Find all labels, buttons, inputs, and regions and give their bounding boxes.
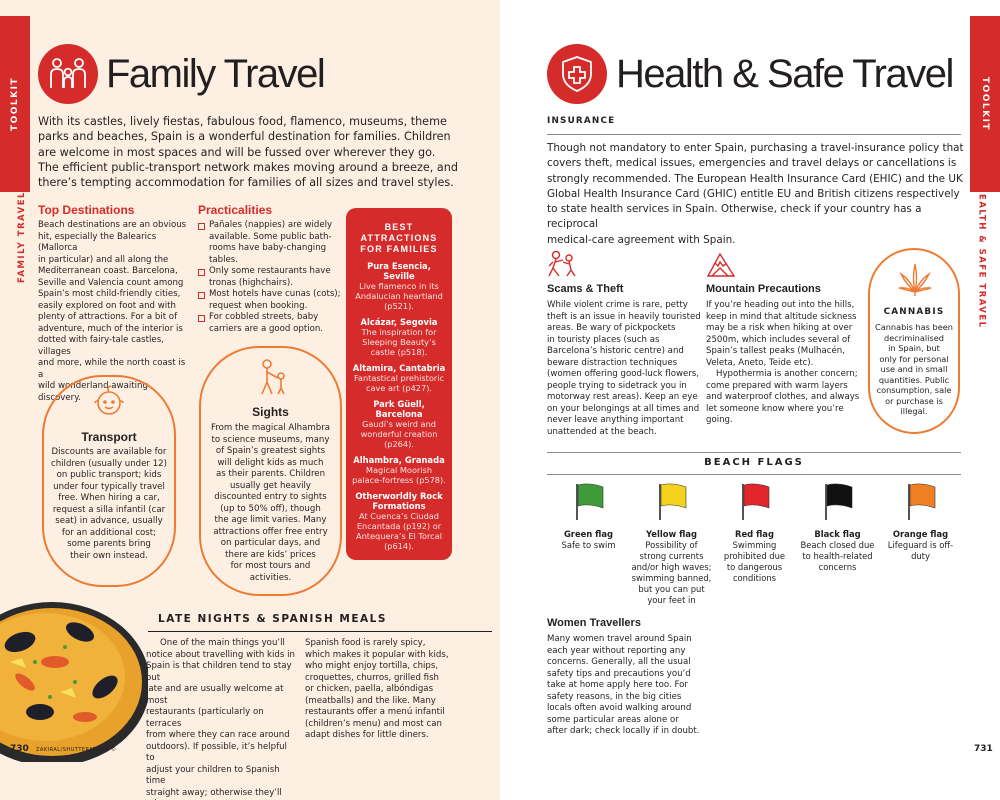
beach-flag-desc	[713, 540, 797, 584]
best-attractions-box	[346, 208, 452, 560]
best-attractions-heading	[346, 222, 452, 255]
practicality-item-line: carriers are a good option.	[209, 323, 324, 334]
beach-flag-name: Yellow flag	[646, 529, 697, 539]
sights-text	[201, 423, 340, 584]
beach-flag-desc-line: Beach closed due	[800, 540, 875, 550]
sights-line: will delight kids as much	[217, 457, 324, 468]
beach-flag-desc-line: Possibility of	[645, 540, 698, 550]
mountain-line: If you’re heading out into the hills,	[706, 300, 855, 310]
scams-line: in touristy places (such as	[547, 334, 660, 345]
paella-photo	[0, 592, 148, 762]
practicality-item-line: available. Some public bath-	[209, 231, 332, 242]
best-attraction-item	[346, 363, 452, 393]
best-attraction-desc: (p521).	[384, 301, 414, 311]
sights-line: on particular days, and	[220, 538, 321, 548]
scams-line: beware distraction techniques	[547, 357, 678, 368]
best-attraction-item	[346, 261, 452, 311]
mountain-line: Hypothermia is another concern;	[716, 369, 858, 379]
women-line: safety reasons, in the big cities	[547, 691, 682, 702]
transport-line: children (usually under 12)	[51, 458, 167, 469]
sights-line: as their parents. Children	[215, 469, 326, 479]
beach-flag-desc-line: prohibited due	[723, 551, 786, 561]
beach-flag-desc	[630, 540, 714, 606]
insurance-rule	[547, 134, 961, 135]
best-attraction-item	[346, 399, 452, 449]
photo-credit: ZAKIRAL/SHUTTERSTOCK ©	[36, 747, 117, 753]
mountain-heading: Mountain Precautions	[706, 283, 821, 295]
beach-flag-icon	[654, 482, 690, 522]
mountain-text	[706, 300, 864, 427]
practicality-item	[198, 312, 343, 335]
practicality-item-line: For cobbled streets, baby	[209, 312, 319, 322]
best-attraction-desc: wonderful creation	[360, 429, 438, 439]
transport-line: free. When hiring a car,	[58, 493, 160, 503]
transport-line: Discounts are available for	[51, 447, 167, 457]
toolkit-tab-label: TOOLKIT	[10, 76, 20, 132]
late-nights-col1-line: notice about travelling with kids in	[146, 649, 295, 660]
sights-line: attractions offer free entry	[213, 526, 328, 537]
cannabis-heading: CANNABIS	[883, 307, 945, 317]
cannabis-line: Cannabis has been	[874, 322, 953, 332]
cannabis-line: consumption, sale	[876, 385, 952, 395]
best-attraction-name: Alcázar, Segovia	[360, 317, 438, 327]
women-line: Many women travel around Spain	[547, 634, 692, 644]
best-attraction-desc: Magical Moorish	[365, 465, 433, 475]
transport-line: request a silla infantil (car	[52, 504, 166, 515]
beach-flag-icon	[571, 482, 607, 522]
women-line: take at home apply here too. For	[547, 680, 688, 690]
women-line: each year without reporting any	[547, 645, 686, 656]
cannabis-text	[870, 322, 958, 417]
transport-line: their own instead.	[70, 550, 148, 561]
practicality-item-line: tables.	[209, 254, 238, 265]
transport-line: some parents bring	[67, 539, 151, 549]
beach-flags-heading: BEACH FLAGS	[704, 457, 804, 468]
best-attraction-name: Altamira, Cantabria	[352, 363, 446, 373]
insurance-text	[547, 141, 967, 248]
beach-flag-desc-line: Safe to swim	[561, 540, 616, 550]
best-attraction-item	[346, 317, 452, 357]
intro-line: are welcome in most spaces and will be fussed over wherever they go.	[38, 145, 436, 159]
best-attraction-name: Barcelona	[375, 409, 423, 419]
practicality-item-line: Pañales (nappies) are widely	[209, 220, 333, 230]
beach-flag-desc-line: Lifeguard is off-	[887, 540, 954, 550]
mountain-line: and waterproof clothes, and always	[706, 392, 860, 402]
top-destinations-line: easily explored on foot and with	[38, 300, 176, 311]
women-line: locals often avoid walking around	[547, 703, 692, 713]
best-attraction-desc: Encantada (p192) or	[356, 521, 442, 531]
practicality-item-line: Most hotels have cunas (cots);	[209, 289, 341, 299]
beach-flag-desc	[547, 540, 631, 551]
scams-line: (women offering good-luck flowers,	[547, 369, 700, 379]
sights-line: of Spain’s greatest sights	[215, 446, 326, 456]
cannabis-line: use and in small	[880, 364, 948, 374]
shield-cross-icon	[547, 44, 607, 104]
page-title-right: Health & Safe Travel	[616, 52, 953, 96]
practicality-item-line: request when booking.	[209, 300, 308, 311]
best-attraction-desc: Fantastical prehistoric	[353, 373, 445, 383]
transport-line: on public transport; kids	[56, 470, 162, 480]
scams-line: never leave anything important	[547, 415, 684, 425]
top-destinations-line: in particular) and all along the	[38, 254, 169, 265]
practicality-item	[198, 289, 343, 312]
best-attraction-desc: The inspiration for	[361, 327, 437, 337]
cannabis-line: illegal.	[900, 406, 928, 416]
sights-line: usually get heavily	[229, 480, 312, 491]
best-attractions-heading-line: FOR FAMILIES	[360, 244, 438, 254]
beach-flag-icon	[737, 482, 773, 522]
intro-line: The efficient public-transport network makes moving around a breeze, and	[38, 160, 458, 174]
best-attractions-heading-line: BEST	[384, 222, 414, 232]
insurance-line: covers theft, medical issues, emergencies and travel delays or cancellations is	[547, 157, 957, 170]
cannabis-line: quantities. Public	[878, 374, 950, 385]
scams-heading: Scams & Theft	[547, 283, 624, 295]
best-attraction-desc: Andalucian heartland	[355, 291, 443, 301]
top-destinations-line: Seville and Valencia count among	[38, 277, 184, 288]
cannabis-line: in Spain, but	[888, 343, 940, 353]
sights-line: to science museums, many	[211, 434, 330, 445]
late-nights-col2-line: restaurants offer a menú infantil	[305, 707, 445, 717]
late-nights-col2-line: croquettes, churros, grilled fish	[305, 672, 439, 683]
top-destinations-line: Spain’s most child-friendly cities,	[38, 289, 181, 299]
late-nights-col1-line: adjust your children to Spanish time	[146, 764, 280, 786]
best-attraction-item	[346, 491, 452, 551]
scams-line: people trying to sidetrack you in	[547, 380, 687, 391]
intro-line: With its castles, lively fiestas, fabulous food, flamenco, museums, theme	[38, 115, 447, 128]
women-line: after dark; check locally if in doubt.	[547, 726, 700, 736]
beach-flag-desc-line: but you can put	[638, 584, 705, 594]
late-nights-col2-line: who might enjoy tortilla, chips,	[305, 661, 439, 671]
late-nights-heading: LATE NIGHTS & SPANISH MEALS	[158, 613, 387, 625]
beach-flag-name: Green flag	[563, 529, 614, 539]
best-attraction-desc: palace-fortress (p578).	[352, 475, 446, 485]
thief-icon	[547, 250, 577, 282]
best-attraction-name: Formations	[372, 501, 426, 511]
best-attraction-desc: Live flamenco in its	[359, 281, 439, 291]
sights-line: there are kids’ prices	[225, 549, 316, 560]
side-label: FAMILY TRAVEL	[16, 191, 27, 283]
practicality-item-line: rooms have baby-changing	[209, 243, 327, 253]
scams-line: motorway rest areas). Keep an eye	[547, 392, 698, 402]
transport-line: under four typically travel	[53, 481, 165, 492]
scams-line: areas. Be wary of pickpockets	[547, 323, 676, 333]
beach-flag-desc-line: strong currents	[639, 551, 704, 561]
sights-line: the age limit varies. Many	[214, 515, 327, 525]
insurance-heading: INSURANCE	[547, 116, 616, 126]
transport-text	[44, 447, 174, 562]
late-nights-col1-line: One of the main things you’ll	[160, 638, 285, 648]
insurance-line: strongly recommended. The European Health Insurance Card (EHIC) and the UK	[547, 172, 963, 185]
practicality-item-line: Only some restaurants have	[209, 266, 331, 276]
mountain-line: Spain’s tallest peaks (Mulhacén,	[706, 346, 845, 356]
scams-line: unattended at the beach.	[547, 426, 657, 437]
cannabis-line: decriminalised	[884, 332, 944, 343]
best-attraction-name: Park Güell,	[373, 399, 425, 409]
transport-line: seat) in advance, usually	[55, 516, 163, 526]
parent-child-icon	[254, 358, 290, 400]
beach-flag-desc-line: swimming banned,	[631, 573, 712, 583]
sights-line: (up to 50% off), though	[220, 503, 321, 514]
beach-flag-desc-line: conditions	[732, 573, 777, 583]
mountain-line: may be a risk when hiking at over	[706, 323, 853, 333]
mountain-line: 2500m, which includes several of	[706, 334, 851, 345]
page-number-left: 730	[10, 744, 29, 754]
beach-flag-desc-line: duty	[911, 551, 930, 561]
beach-flag-desc-line: Swimming	[732, 540, 777, 550]
best-attraction-desc: Sleeping Beauty’s	[362, 337, 436, 347]
beach-flag-desc	[796, 540, 880, 573]
best-attraction-item	[346, 455, 452, 485]
top-destinations-line: plenty of attractions. For a bit of	[38, 312, 178, 322]
best-attraction-desc: Antequera’s El Torcal	[356, 531, 442, 541]
beach-flag-desc	[879, 540, 963, 562]
late-nights-col2-line: Spanish food is rarely spicy,	[305, 638, 426, 648]
late-nights-col2	[305, 638, 465, 742]
baby-icon	[91, 383, 127, 423]
mountain-line: come prepared with warm layers	[706, 380, 848, 391]
best-attraction-name: Pura Esencia, Seville	[367, 261, 431, 281]
practicality-item	[198, 220, 343, 266]
beach-flag-name: Red flag	[735, 529, 774, 539]
beach-flags-rule-bottom	[547, 474, 961, 475]
cannabis-leaf-icon	[898, 262, 932, 302]
intro-line: there’s tempting accommodation for families of all sizes and travel styles.	[38, 176, 454, 190]
sights-line: discounted entry to sights	[214, 492, 327, 502]
late-nights-col2-line: which makes it popular with kids,	[305, 649, 449, 660]
insurance-line: Though not mandatory to enter Spain, purchasing a travel-insurance policy that	[547, 142, 964, 154]
late-nights-col1-line: outdoors). If possible, it’s helpful to	[146, 741, 287, 763]
insurance-line: Global Health Insurance Card (GHIC) entitle EU and British citizens respectively	[547, 187, 960, 200]
insurance-line: to state health services in Spain. Otherwise, check if your country has a reciprocal	[547, 203, 922, 231]
best-attraction-desc: cave art (p427).	[365, 383, 433, 393]
late-nights-col1	[146, 638, 298, 800]
practicalities-list	[198, 220, 343, 335]
cannabis-line: or purchase is	[885, 395, 943, 406]
late-nights-col1-line: straight away; otherwise they’ll	[146, 787, 282, 798]
beach-flag-icon	[820, 482, 856, 522]
beach-flag-desc-line: concerns	[818, 562, 857, 572]
best-attraction-name: Alhambra, Granada	[353, 455, 445, 465]
side-label-right: HEALTH & SAFE TRAVEL	[976, 185, 987, 329]
top-destinations-line: Beach destinations are an obvious	[38, 220, 187, 230]
late-nights-col1-line: Spain is that children tend to stay out	[146, 661, 292, 683]
toolkit-tab-right[interactable]	[970, 16, 1000, 192]
mountain-icon	[706, 250, 736, 282]
transport-heading: Transport	[81, 430, 137, 444]
toolkit-tab[interactable]	[0, 16, 30, 192]
beach-flag-name: Black flag	[814, 529, 861, 539]
best-attraction-desc: (p264).	[384, 439, 414, 449]
cannabis-line: only for personal	[879, 353, 949, 364]
intro-paragraph	[38, 114, 498, 190]
best-attraction-desc: At Cuenca’s Ciudad	[359, 511, 439, 521]
beach-flag-desc-line: your feet in	[647, 595, 696, 605]
best-attraction-desc: (p614).	[384, 541, 414, 551]
mountain-line: Veleta, Aneto, Teide etc).	[706, 357, 814, 368]
beach-flag-desc-line: and/or high waves;	[631, 562, 712, 572]
page-title: Family Travel	[106, 52, 325, 96]
best-attractions-heading-line: ATTRACTIONS	[360, 233, 438, 243]
top-destinations-line: wild wonderland awaiting discovery.	[38, 381, 148, 403]
top-destinations-line: hit, especially the Balearics (Mallorca	[38, 231, 157, 253]
beach-flags-rule-top	[547, 452, 961, 453]
intro-line: parks and beaches, Spain is a wonderful destination for families. Children	[38, 130, 451, 144]
late-nights-col2-line: (meatballs) and the like. Many	[305, 695, 436, 706]
sights-line: activities.	[249, 572, 292, 583]
late-nights-col2-line: (children’s menu) and most can	[305, 718, 442, 729]
mountain-line: keep in mind that altitude sickness	[706, 311, 857, 322]
late-nights-col2-line: adapt dishes for little diners.	[305, 730, 429, 740]
women-line: safety tips and precautions you’d	[547, 668, 691, 679]
top-destinations-heading: Top Destinations	[38, 203, 135, 217]
top-destinations-line: adventure, much of the interior is	[38, 323, 183, 334]
beach-flag-desc-line: to dangerous	[726, 562, 783, 572]
scams-line: on your belongings at all times and	[547, 403, 700, 414]
sights-line: From the magical Alhambra	[210, 423, 331, 433]
best-attraction-name: Otherworldly Rock	[355, 491, 443, 501]
scams-line: Barcelona’s historic centre) and	[547, 346, 684, 356]
best-attraction-desc: Gaudí’s weird and	[362, 419, 436, 429]
insurance-line: medical-care agreement with Spain.	[547, 233, 736, 246]
top-destinations-line: dotted with fairy-tale castles, villages	[38, 335, 164, 357]
page-number-right: 731	[974, 744, 993, 754]
scams-line: theft is an issue in heavily touristed	[547, 311, 701, 322]
beach-flag-icon	[903, 482, 939, 522]
late-nights-col1-line: restaurants (particularly on terraces	[146, 707, 264, 729]
right-page	[500, 0, 1000, 800]
beach-flag-name: Orange flag	[892, 529, 949, 539]
top-destinations-line: Mediterranean coast. Barcelona,	[38, 266, 178, 276]
mountain-line: going.	[706, 415, 733, 425]
practicality-item	[198, 266, 343, 289]
women-heading: Women Travellers	[547, 617, 641, 629]
women-text	[547, 634, 707, 738]
sights-heading: Sights	[252, 405, 289, 419]
women-line: some particular areas alone or	[547, 714, 679, 725]
mountain-line: let someone know where you’re	[706, 403, 844, 414]
best-attraction-desc: castle (p518).	[370, 347, 428, 357]
transport-line: for an additional cost;	[61, 527, 157, 538]
women-line: concerns. Generally, all the usual	[547, 657, 691, 667]
beach-flag-desc-line: to health-related	[802, 551, 873, 561]
practicality-item-line: tronas (highchairs).	[209, 277, 293, 288]
toolkit-tab-right-label: TOOLKIT	[980, 76, 990, 132]
top-destinations-line: and more, while the north coast is a	[38, 358, 186, 380]
late-nights-col1-line: from where they can race around	[146, 730, 290, 740]
scams-text	[547, 300, 705, 438]
family-icon	[38, 44, 98, 104]
scams-line: While violent crime is rare, petty	[547, 300, 688, 310]
late-nights-col1-line: late and are usually welcome at most	[146, 684, 284, 706]
practicalities-heading: Practicalities	[198, 203, 273, 217]
late-nights-col2-line: or chicken, paella, albóndigas	[305, 684, 434, 694]
sights-line: for most tours and	[230, 561, 311, 571]
